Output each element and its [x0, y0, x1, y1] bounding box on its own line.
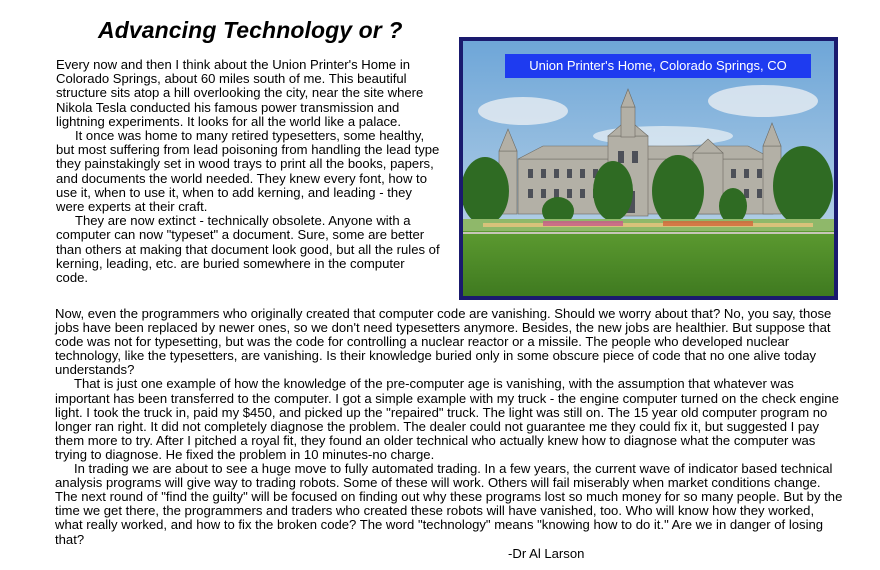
union-printers-home-illustration — [463, 41, 834, 296]
paragraph: Every now and then I think about the Union Printer's Home in Colorado Springs, about 60 miles south of me. This beautiful structure sits atop a hill overlooking the city, near the site where Nikola Tesla conducted his famous power transmission and lightning experiments. It looks for all the world like a palace. — [56, 57, 424, 129]
paragraph: It once was home to many retired typesetters, some healthy, but most suffering from lead poisoning from handling the lead type they painstakingly set in wood trays to print all the books, papers, and documents the world needed. They knew every font, how to use it, when to use it, when to add kerning, and leading - they were experts at their craft. — [56, 128, 440, 215]
author-signature: -Dr Al Larson — [508, 546, 585, 561]
intro-column — [56, 58, 440, 285]
paragraph: They are now extinct - technically obsolete. Anyone with a computer can now "typeset" a document. Sure, some are better than others at making that document look good, but all the rules of kerning, leading, etc. are buried somewhere in the computer code. — [56, 213, 440, 286]
page-title: Advancing Technology or ? — [98, 17, 403, 43]
paragraph: That is just one example of how the knowledge of the pre-computer age is vanishing, with the assumption that whatever was important has been transferred to the computer. I got a simple example with my truck - the engine computer turned on the check engine light. I took the truck in, paid my $450, and picked up the "repaired" truck. The light was still on. The 15 year old computer program no longer ran right. It did not completely diagnose the problem. The dealer could not guarantee me they could fix it, but suggested I pay them more to try. After I pitched a royal fit, they found an older technical who actually knew how to diagnose what the computer was trying to diagnose. He fixed the problem in 10 minutes-no charge. — [55, 376, 839, 462]
paragraph: Now, even the programmers who originally created that computer code are vanishing. Should we worry about that? No, you say, those jobs have been replaced by newer ones, so we don't need typesetters anymore. Besides, the new jobs are healthier. But suppose that code was not for typesetting, but was the code for controlling a nuclear reactor or a missile. The people who developed nuclear technology, like the typesetters, are vanishing. Is their knowledge buried only in some obscure piece of code that no one alive today understands? — [55, 306, 832, 378]
photo-caption: Union Printer's Home, Colorado Springs, CO — [505, 54, 811, 78]
body-text — [55, 307, 845, 547]
paragraph: In trading we are about to see a huge move to fully automated trading. In a few years, the current wave of indicator based technical analysis programs will give way to trading robots. Some of these will work. Others will fail miserably when market conditions change. The next round of "find the guilty" will be focused on finding out why these programs lost so much money for so many people. But by the time we get there, the programmers and traders who created these robots will have vanished, too. Who will know how they worked, what really worked, and how to fix the broken code? The word "technology" means "knowing how to do it." Are we in danger of losing that? — [55, 461, 843, 547]
